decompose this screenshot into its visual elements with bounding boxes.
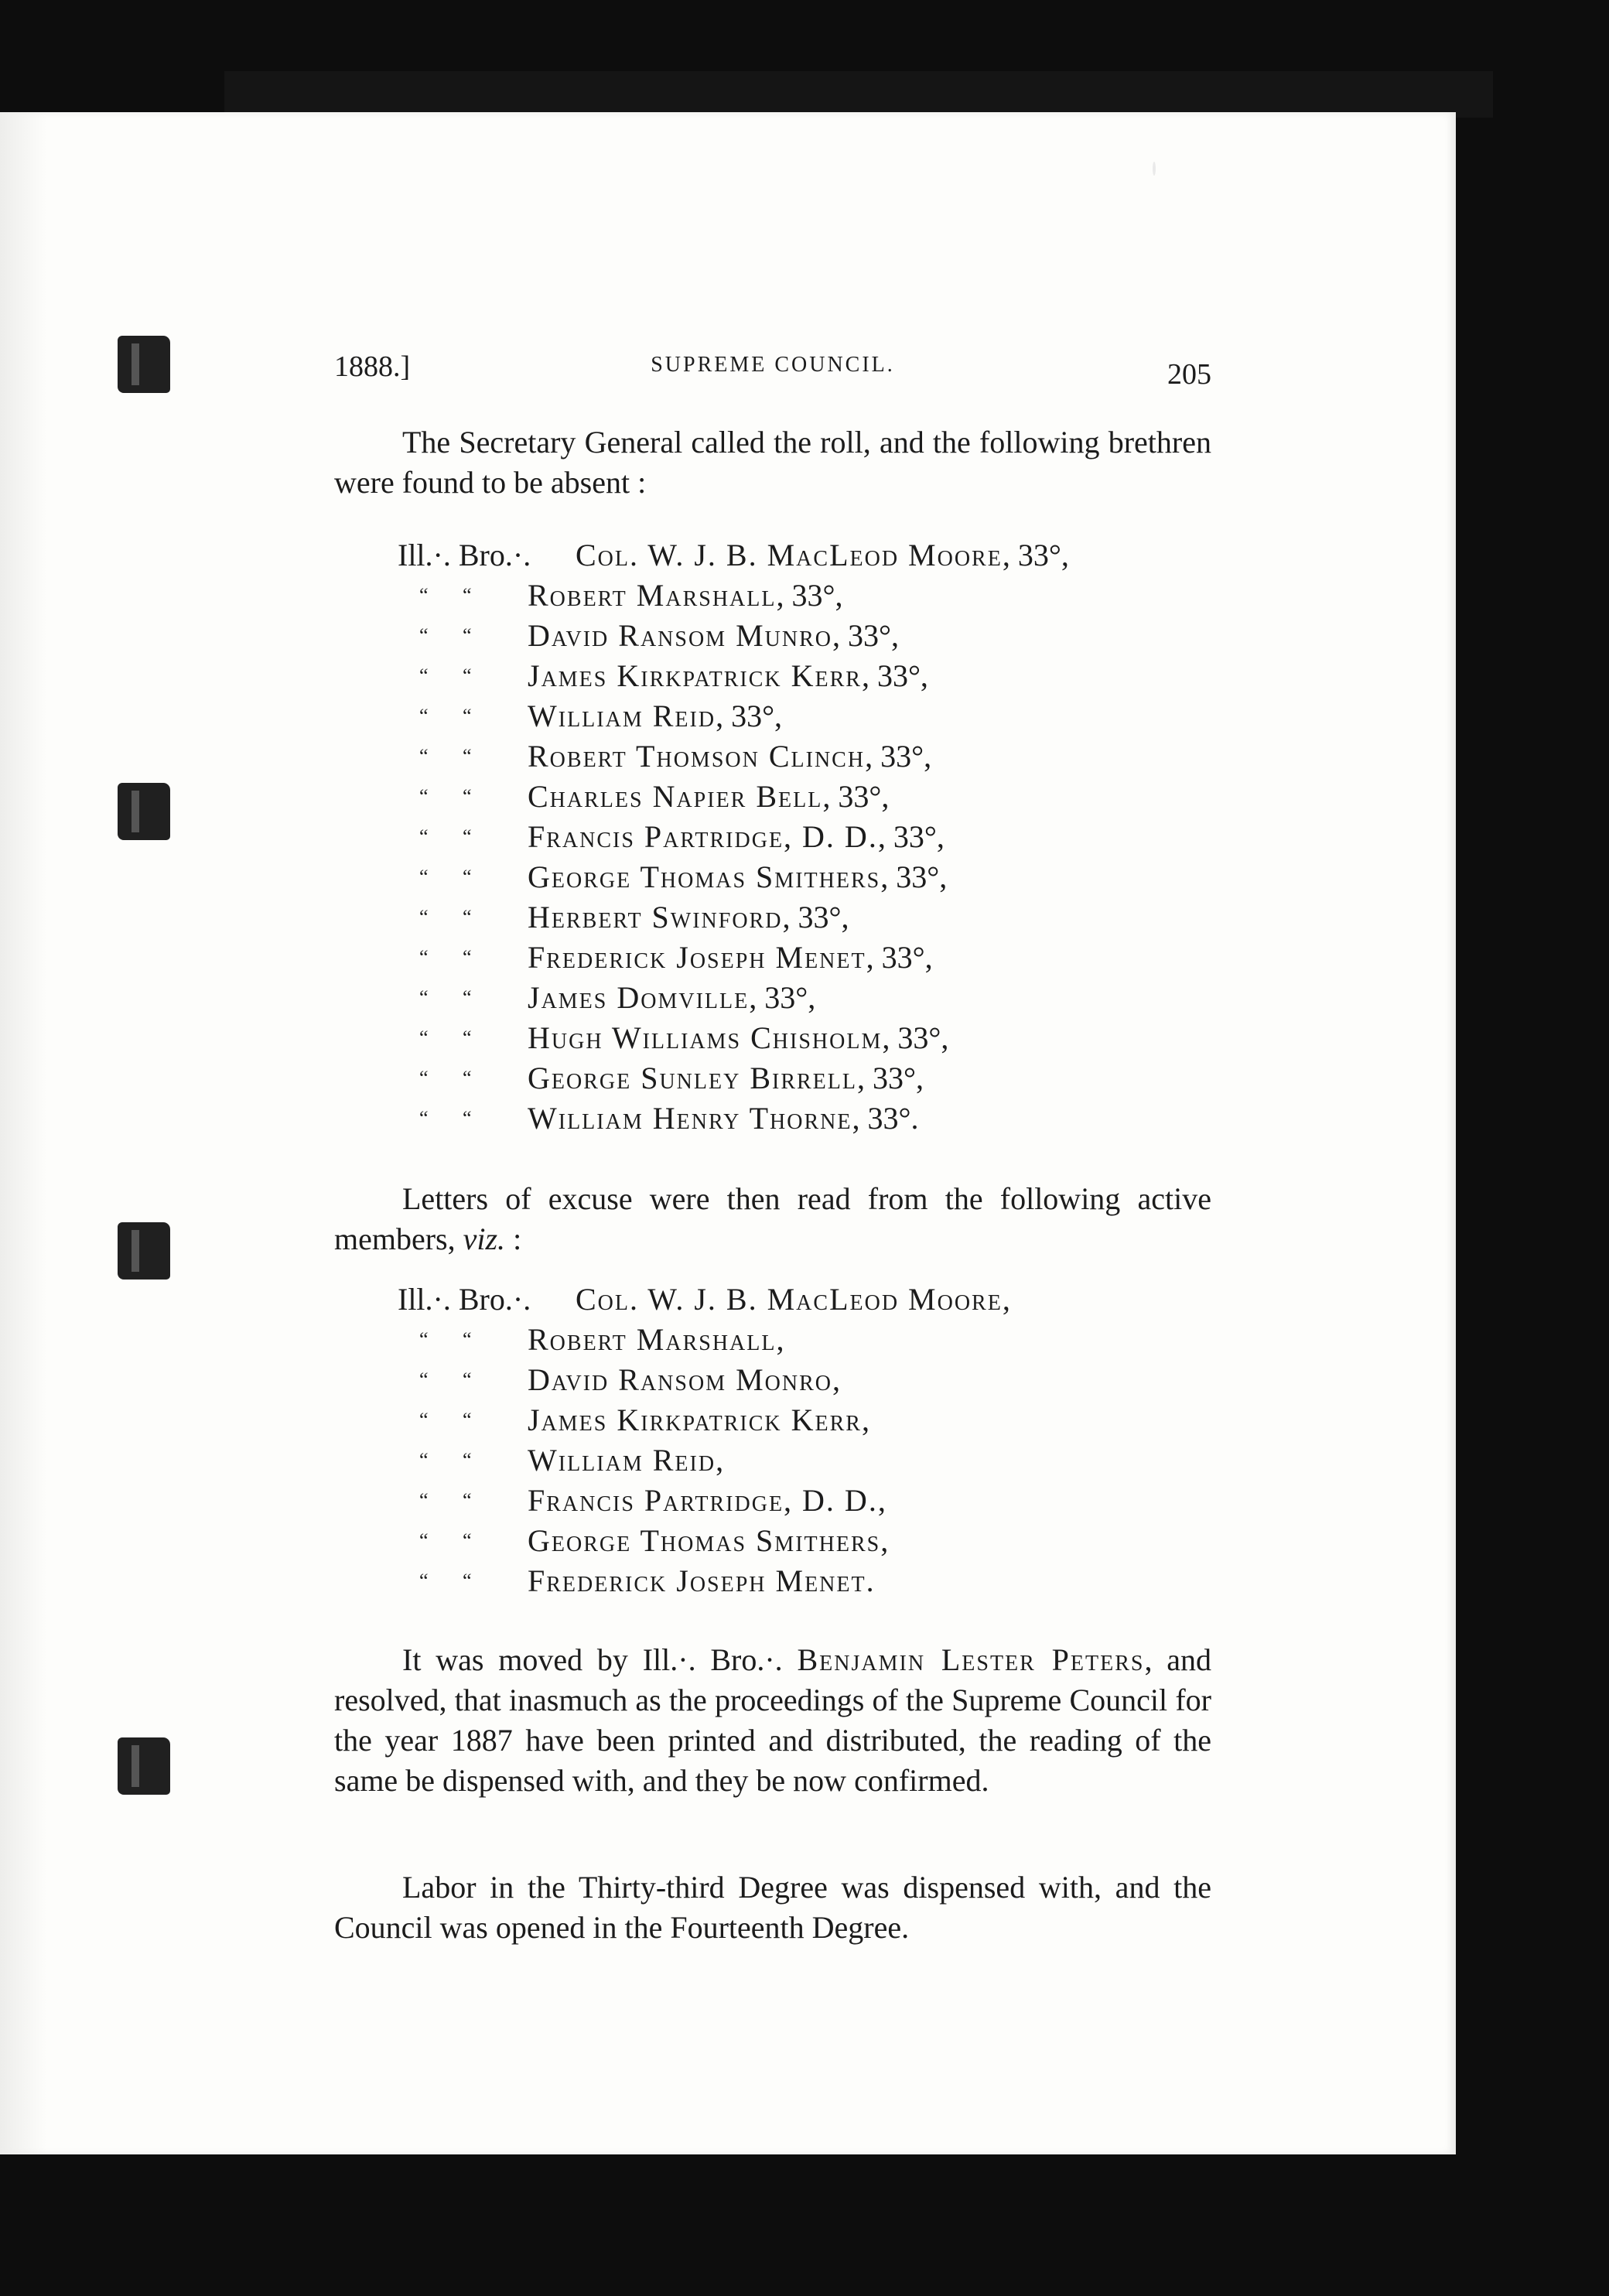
member-row (398, 1058, 1218, 1098)
member-name: George Sunley Birrell (528, 1061, 857, 1095)
ditto-mark: “ (419, 1107, 430, 1129)
excused-members-list (398, 1280, 1218, 1601)
binding-hole-mark (118, 1737, 170, 1795)
member-row (398, 1400, 1218, 1440)
member-row (398, 696, 1218, 736)
motion-mover-name: Benjamin Lester Peters (797, 1642, 1145, 1677)
excuse-viz: viz. (463, 1221, 506, 1256)
ditto-mark: “ (463, 665, 473, 687)
member-name: Hugh Williams Chisholm (528, 1020, 883, 1055)
motion-text-end: , and resolved, that inasmuch as the proceedings of the Supreme Council for the year 1887 have been printed and distributed, the reading of the same be dispensed with, and they be now confirmed. (334, 1642, 1211, 1798)
ditto-mark: “ (419, 946, 430, 969)
member-row (398, 616, 1218, 656)
member-name: William Henry Thorne (528, 1101, 852, 1136)
motion-text-start: It was moved by Ill.·. Bro.·. (402, 1642, 798, 1677)
paragraph-labor: Labor in the Thirty-third Degree was dispensed with, and the Council was opened in the Fourteenth Degree. (334, 1870, 1211, 1945)
ditto-mark: “ (463, 986, 473, 1009)
running-head-title: SUPREME COUNCIL. (651, 353, 895, 377)
ditto-mark: “ (463, 1067, 473, 1089)
member-degree-suffix: , (716, 1443, 724, 1478)
ditto-mark: “ (463, 624, 473, 647)
member-degree-suffix: , 33°, (832, 618, 899, 653)
ditto-mark: “ (463, 946, 473, 969)
ditto-mark: “ (463, 1449, 473, 1471)
ditto-mark: “ (419, 1368, 430, 1391)
member-row (398, 1098, 1218, 1139)
paragraph-motion (334, 1640, 1211, 1801)
ditto-mark: “ (419, 825, 430, 848)
ditto-mark: “ (463, 906, 473, 928)
ditto-mark: “ (463, 866, 473, 888)
member-degree-suffix: , 33°, (822, 779, 890, 814)
ditto-mark: “ (463, 584, 473, 606)
member-degree-suffix: , (877, 1483, 886, 1518)
excuse-text-start: Letters of excuse were then read from the following active members, (334, 1181, 1211, 1256)
member-row (398, 857, 1218, 897)
member-name: Col. W. J. B. MacLeod Moore (576, 538, 1003, 572)
ditto-mark: “ (419, 1529, 430, 1552)
member-degree-suffix: , 33°, (716, 699, 783, 733)
member-degree-suffix: , 33°, (857, 1061, 924, 1095)
ditto-mark: “ (419, 1489, 430, 1512)
binding-hole-mark (118, 336, 170, 393)
member-degree-suffix: , (832, 1362, 840, 1397)
member-row (398, 656, 1218, 696)
excuse-text-end: : (505, 1221, 522, 1256)
running-head (334, 350, 1211, 396)
member-name: Col. W. J. B. MacLeod Moore (576, 1282, 1003, 1317)
member-row (398, 938, 1218, 978)
member-degree-suffix: , 33°, (749, 980, 816, 1015)
ditto-mark: “ (419, 624, 430, 647)
member-row (398, 1481, 1218, 1521)
ditto-mark: “ (419, 665, 430, 687)
member-degree-suffix: , 33°, (861, 658, 928, 693)
member-row (398, 978, 1218, 1018)
ditto-mark: “ (419, 705, 430, 727)
member-name: Robert Thomson Clinch (528, 739, 866, 774)
ditto-mark: “ (419, 1027, 430, 1049)
member-name: Robert Marshall (528, 578, 777, 613)
member-name: James Kirkpatrick Kerr (528, 1403, 862, 1437)
member-row (398, 535, 1218, 576)
member-row (398, 1440, 1218, 1481)
member-name: Robert Marshall (528, 1322, 777, 1357)
member-row (398, 777, 1218, 817)
ditto-mark: “ (419, 986, 430, 1009)
member-degree-suffix: , 33°, (877, 819, 945, 854)
ditto-mark: “ (463, 745, 473, 767)
member-degree-suffix: , (776, 1322, 784, 1357)
member-name: Francis Partridge, D. D. (528, 1483, 878, 1518)
member-row (398, 1280, 1218, 1320)
scan-speck (1153, 162, 1156, 176)
member-row (398, 1360, 1218, 1400)
member-row (398, 576, 1218, 616)
ditto-mark: “ (463, 1328, 473, 1351)
member-name: Frederick Joseph Menet (528, 940, 866, 975)
member-name: David Ransom Monro (528, 1362, 832, 1397)
member-name: James Domville (528, 980, 750, 1015)
member-name: Frederick Joseph Menet (528, 1563, 866, 1598)
member-degree-suffix: , 33°. (852, 1101, 919, 1136)
member-row (398, 1320, 1218, 1360)
ditto-mark: “ (419, 1067, 430, 1089)
ditto-mark: “ (419, 906, 430, 928)
ditto-mark: “ (463, 1529, 473, 1552)
member-name: Francis Partridge, D. D. (528, 819, 878, 854)
binding-hole-mark (118, 1222, 170, 1280)
ditto-mark: “ (419, 1570, 430, 1592)
member-row (398, 736, 1218, 777)
ditto-mark: “ (419, 745, 430, 767)
member-name: Herbert Swinford (528, 900, 783, 934)
member-degree-suffix: , (880, 1523, 889, 1558)
member-degree-suffix: , 33°, (776, 578, 843, 613)
ditto-mark: “ (463, 1570, 473, 1592)
member-degree-suffix: , (1002, 1282, 1010, 1317)
ditto-mark: “ (419, 785, 430, 808)
member-name: George Thomas Smithers (528, 1523, 881, 1558)
member-degree-suffix: , 33°, (866, 940, 933, 975)
ditto-mark: “ (463, 1107, 473, 1129)
member-row (398, 1018, 1218, 1058)
ditto-mark: “ (463, 1027, 473, 1049)
absent-members-list (398, 535, 1218, 1139)
paragraph-letters-of-excuse (334, 1179, 1211, 1259)
member-name: George Thomas Smithers (528, 859, 881, 894)
member-degree-suffix: , 33°, (882, 1020, 949, 1055)
ditto-mark: “ (463, 1409, 473, 1431)
ditto-mark: “ (463, 1368, 473, 1391)
page-number: 205 (1167, 358, 1211, 391)
ditto-mark: “ (463, 825, 473, 848)
member-row (398, 817, 1218, 857)
ditto-mark: “ (463, 705, 473, 727)
member-degree-suffix: , (861, 1403, 869, 1437)
member-name: James Kirkpatrick Kerr (528, 658, 862, 693)
member-degree-suffix: . (866, 1563, 874, 1598)
member-name: Charles Napier Bell (528, 779, 823, 814)
running-head-year: 1888.] (334, 350, 411, 383)
binding-hole-mark (118, 783, 170, 840)
member-name: William Reid (528, 1443, 716, 1478)
ditto-mark: “ (419, 866, 430, 888)
ditto-mark: “ (419, 1409, 430, 1431)
member-name: David Ransom Munro (528, 618, 832, 653)
title-prefix: Ill.·. Bro.·. (398, 1282, 531, 1317)
ditto-mark: “ (463, 1489, 473, 1512)
scan-border (224, 71, 1493, 118)
title-prefix: Ill.·. Bro.·. (398, 538, 531, 572)
member-degree-suffix: , 33°, (1002, 538, 1069, 572)
member-row (398, 1521, 1218, 1561)
member-degree-suffix: , 33°, (880, 859, 948, 894)
ditto-mark: “ (463, 785, 473, 808)
member-row (398, 897, 1218, 938)
member-name: William Reid (528, 699, 716, 733)
paragraph-roll-call: The Secretary General called the roll, and the following brethren were found to be absent : (334, 425, 1211, 500)
member-degree-suffix: , 33°, (782, 900, 849, 934)
member-row (398, 1561, 1218, 1601)
ditto-mark: “ (419, 584, 430, 606)
ditto-mark: “ (419, 1328, 430, 1351)
member-degree-suffix: , 33°, (865, 739, 932, 774)
ditto-mark: “ (419, 1449, 430, 1471)
